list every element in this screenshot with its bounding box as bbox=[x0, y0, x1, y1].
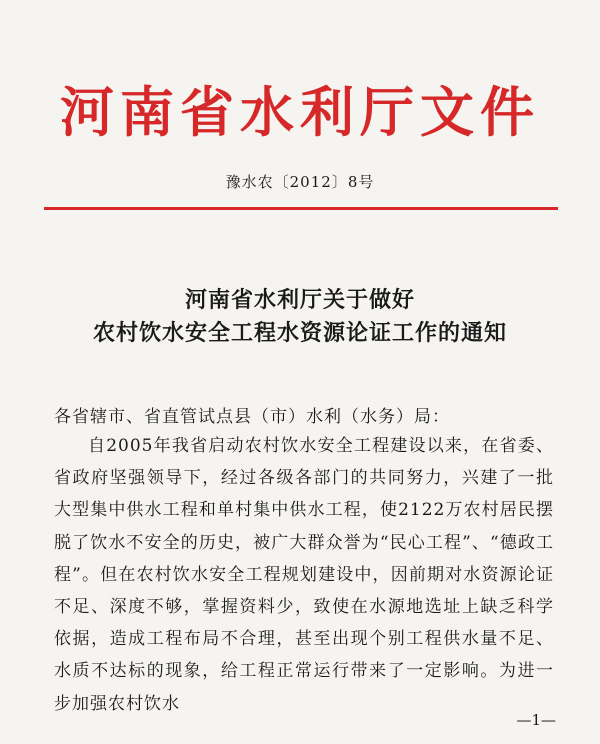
addressee: 各省辖市、省直管试点县（市）水利（水务）局： bbox=[54, 407, 450, 427]
issuer-header: 河南省水利厅文件 bbox=[60, 81, 540, 144]
title-line-2: 农村饮水安全工程水资源论证工作的通知 bbox=[92, 321, 507, 346]
document-number: 豫水农〔2012〕8号 bbox=[225, 173, 375, 191]
page-number: —1— bbox=[516, 711, 556, 729]
body-paragraph: 自2005年我省启动农村饮水安全工程建设以来，在省委、省政府坚强领导下，经过各级各部门的共同努力，兴建了一批大型集中供水工程和单村集中供水工程，使2122万农村居民摆脱了饮水不安全的历史，被广大群众誉为“民心工程”、“德政工程”。但在农村饮水安全工程规划建设中，因前期对水资源论证不足、深度不够，掌握资料少，致使在水源地选址上缺乏科学依据，造成工程布局不合理，甚至出现个别工程供水量不足、水质不达标的现象，给工程正常运行带来了一定影响。为进一步加强农村饮水 bbox=[54, 436, 554, 714]
red-divider-line bbox=[44, 207, 558, 210]
title-line-1: 河南省水利厅关于做好 bbox=[184, 288, 415, 313]
